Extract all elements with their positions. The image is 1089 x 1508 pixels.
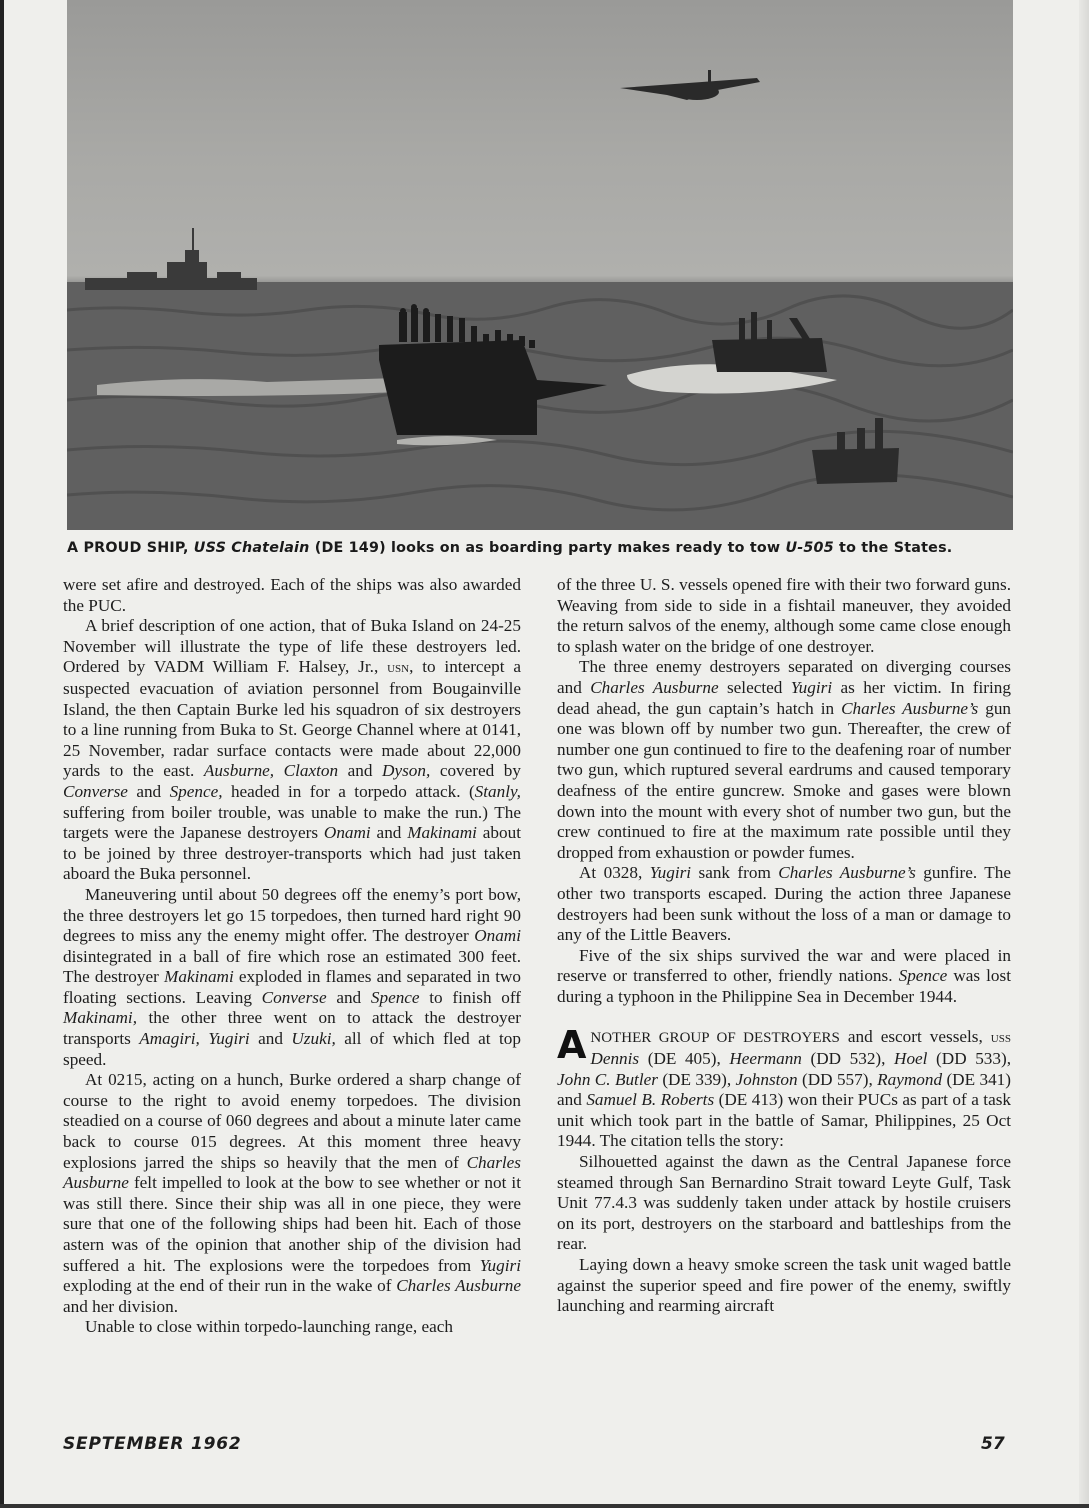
photo-uss-chatelain-u505 [67,0,1013,530]
article-paragraph: At 0328, Yugiri sank from Charles Ausburne’s gunfire. The other two transports escaped. During the action three Japanese destroyers had been sunk without the loss of a man or damage to any of the Little Beavers. [557,863,1011,945]
right-column-body [557,575,1011,1007]
article-paragraph: Unable to close within torpedo-launching range, each [85,1317,453,1337]
page-left-edge [0,0,4,1508]
section-opening-paragraph [557,1023,1012,1152]
article-paragraph: of the three U. S. vessels opened fire with their two forward guns. Weaving from side to side in a fishtail maneuver, they avoided the return salvos of the enemy, although some came close enough to splash water on the bridge of one destroyer. [557,575,1011,656]
page-number: 57 [981,1434,1005,1454]
page-right-edge [1079,0,1089,1508]
citation-paragraph-1: Silhouetted against the dawn as the Central Japanese force steamed through San Bernardino Strait toward Leyte Gulf, Task Unit 77.4.3 was suddenly taken under attack by hostile cruisers on its port, destroyers on the starboard and battleships from the rear. [557,1152,1011,1254]
photo-caption [67,540,1013,556]
article-paragraph: were set afire and destroyed. Each of the ships was also awarded the PUC. [63,575,521,615]
article-paragraph: The three enemy destroyers separated on diverging courses and Charles Ausburne selected Yugiri as her victim. In firing dead ahead, the gun captain’s hatch in Charles Ausburne’s gun one was blown off by number two gun. Thereafter, the crew of number one gun continued to fire to the deafening roar of number two gun, which ruptured several eardrums and caused temporary deafness of the entire guncrew. Smoke and gases were blown down into the mount with every shot of number two gun, but the crew continued to fire at the maximum rate possible until they dropped from exhaustion or powder fumes. [557,657,1012,862]
caption-lead: A PROUD SHIP, [67,540,194,556]
article-paragraph: Five of the six ships survived the war and were placed in reserve or transferred to other, friendly nations. Spence was lost during a typhoon in the Philippine Sea in December 1944. [557,945,1011,1006]
article-column-right [557,575,1011,1317]
caption-end: to the States. [833,540,953,556]
caption-ship-name: USS Chatelain [193,540,310,556]
caption-middle: (DE 149) looks on as boarding party makes ready to tow [309,540,786,556]
citation-paragraph-2: Laying down a heavy smoke screen the task unit waged battle against the superior speed and fire power of the enemy, swiftly launching and rearming aircraft [557,1255,1011,1316]
page-bottom-edge [0,1504,1089,1508]
drop-cap: A [557,1023,587,1068]
article-column-left [63,575,521,1338]
caption-sub-name: U-505 [785,540,834,556]
article-paragraph: A brief description of one action, that of Buka Island on 24-25 November will illustrate the type of life these destroyers led. Ordered by VADM William F. Halsey, Jr., usn, to intercept a suspected evacuation of aviation personnel from Bougainville Island, the then Captain Burke led his squadron of six destroyers to a line running from Buka to St. George Channel where at 0141, 25 November, radar surface contacts were made about 22,000 yards to the east. Ausburne, Claxton and Dyson, covered by Converse and Spence, headed in for a torpedo attack. (Stanly, suffering from boiler trouble, was unable to make the run.) The targets were the Japanese destroyers Onami and Makinami about to be joined by three destroyer-transports which had just taken aboard the Buka personnel. [63,616,522,884]
section-opening-text: NOTHER GROUP OF DESTROYERS and escort vessels, uss Dennis (DE 405), Heermann (DD 532), Hoel (DD 533), John C. Butler (DE 339), Johnston (DD 557), Raymond (DE 341) and Samuel B. Roberts (DE 413) won their PUCs as part of a task unit which took part in the battle of Samar, Philippines, 25 Oct 1944. The citation tells the story: [557,1027,1012,1151]
article-paragraph: At 0215, acting on a hunch, Burke ordered a sharp change of course to the right to avoid enemy torpedoes. The division steadied on a course of 060 degrees and about a minute later came back to course 015 degrees. At this moment three heavy explosions jarred the ships so heavily that the men of Charles Ausburne felt impelled to look at the bow to see whether or not it was still there. Since their ship was all in one piece, they were sure that one of the following ships had been hit. Each of those astern was of the opinion that another ship of the division had suffered a hit. The explosions were the torpedoes from Yugiri exploding at the end of their run in the wake of Charles Ausburne and her division. [63,1070,521,1316]
issue-date-footer: SEPTEMBER 1962 [63,1434,242,1454]
article-paragraph: Maneuvering until about 50 degrees off the enemy’s port bow, the three destroyers let go 15 torpedoes, then turned hard right 90 degrees to miss any the enemy might offer. The destroyer Onami disintegrated in a ball of fire which rose an estimated 300 feet. The destroyer Makinami exploded in flames and separated in two floating sections. Leaving Converse and Spence to finish off Makinami, the other three went on to attack the destroyer transports Amagiri, Yugiri and Uzuki, all of which fled at top speed. [63,884,522,1069]
